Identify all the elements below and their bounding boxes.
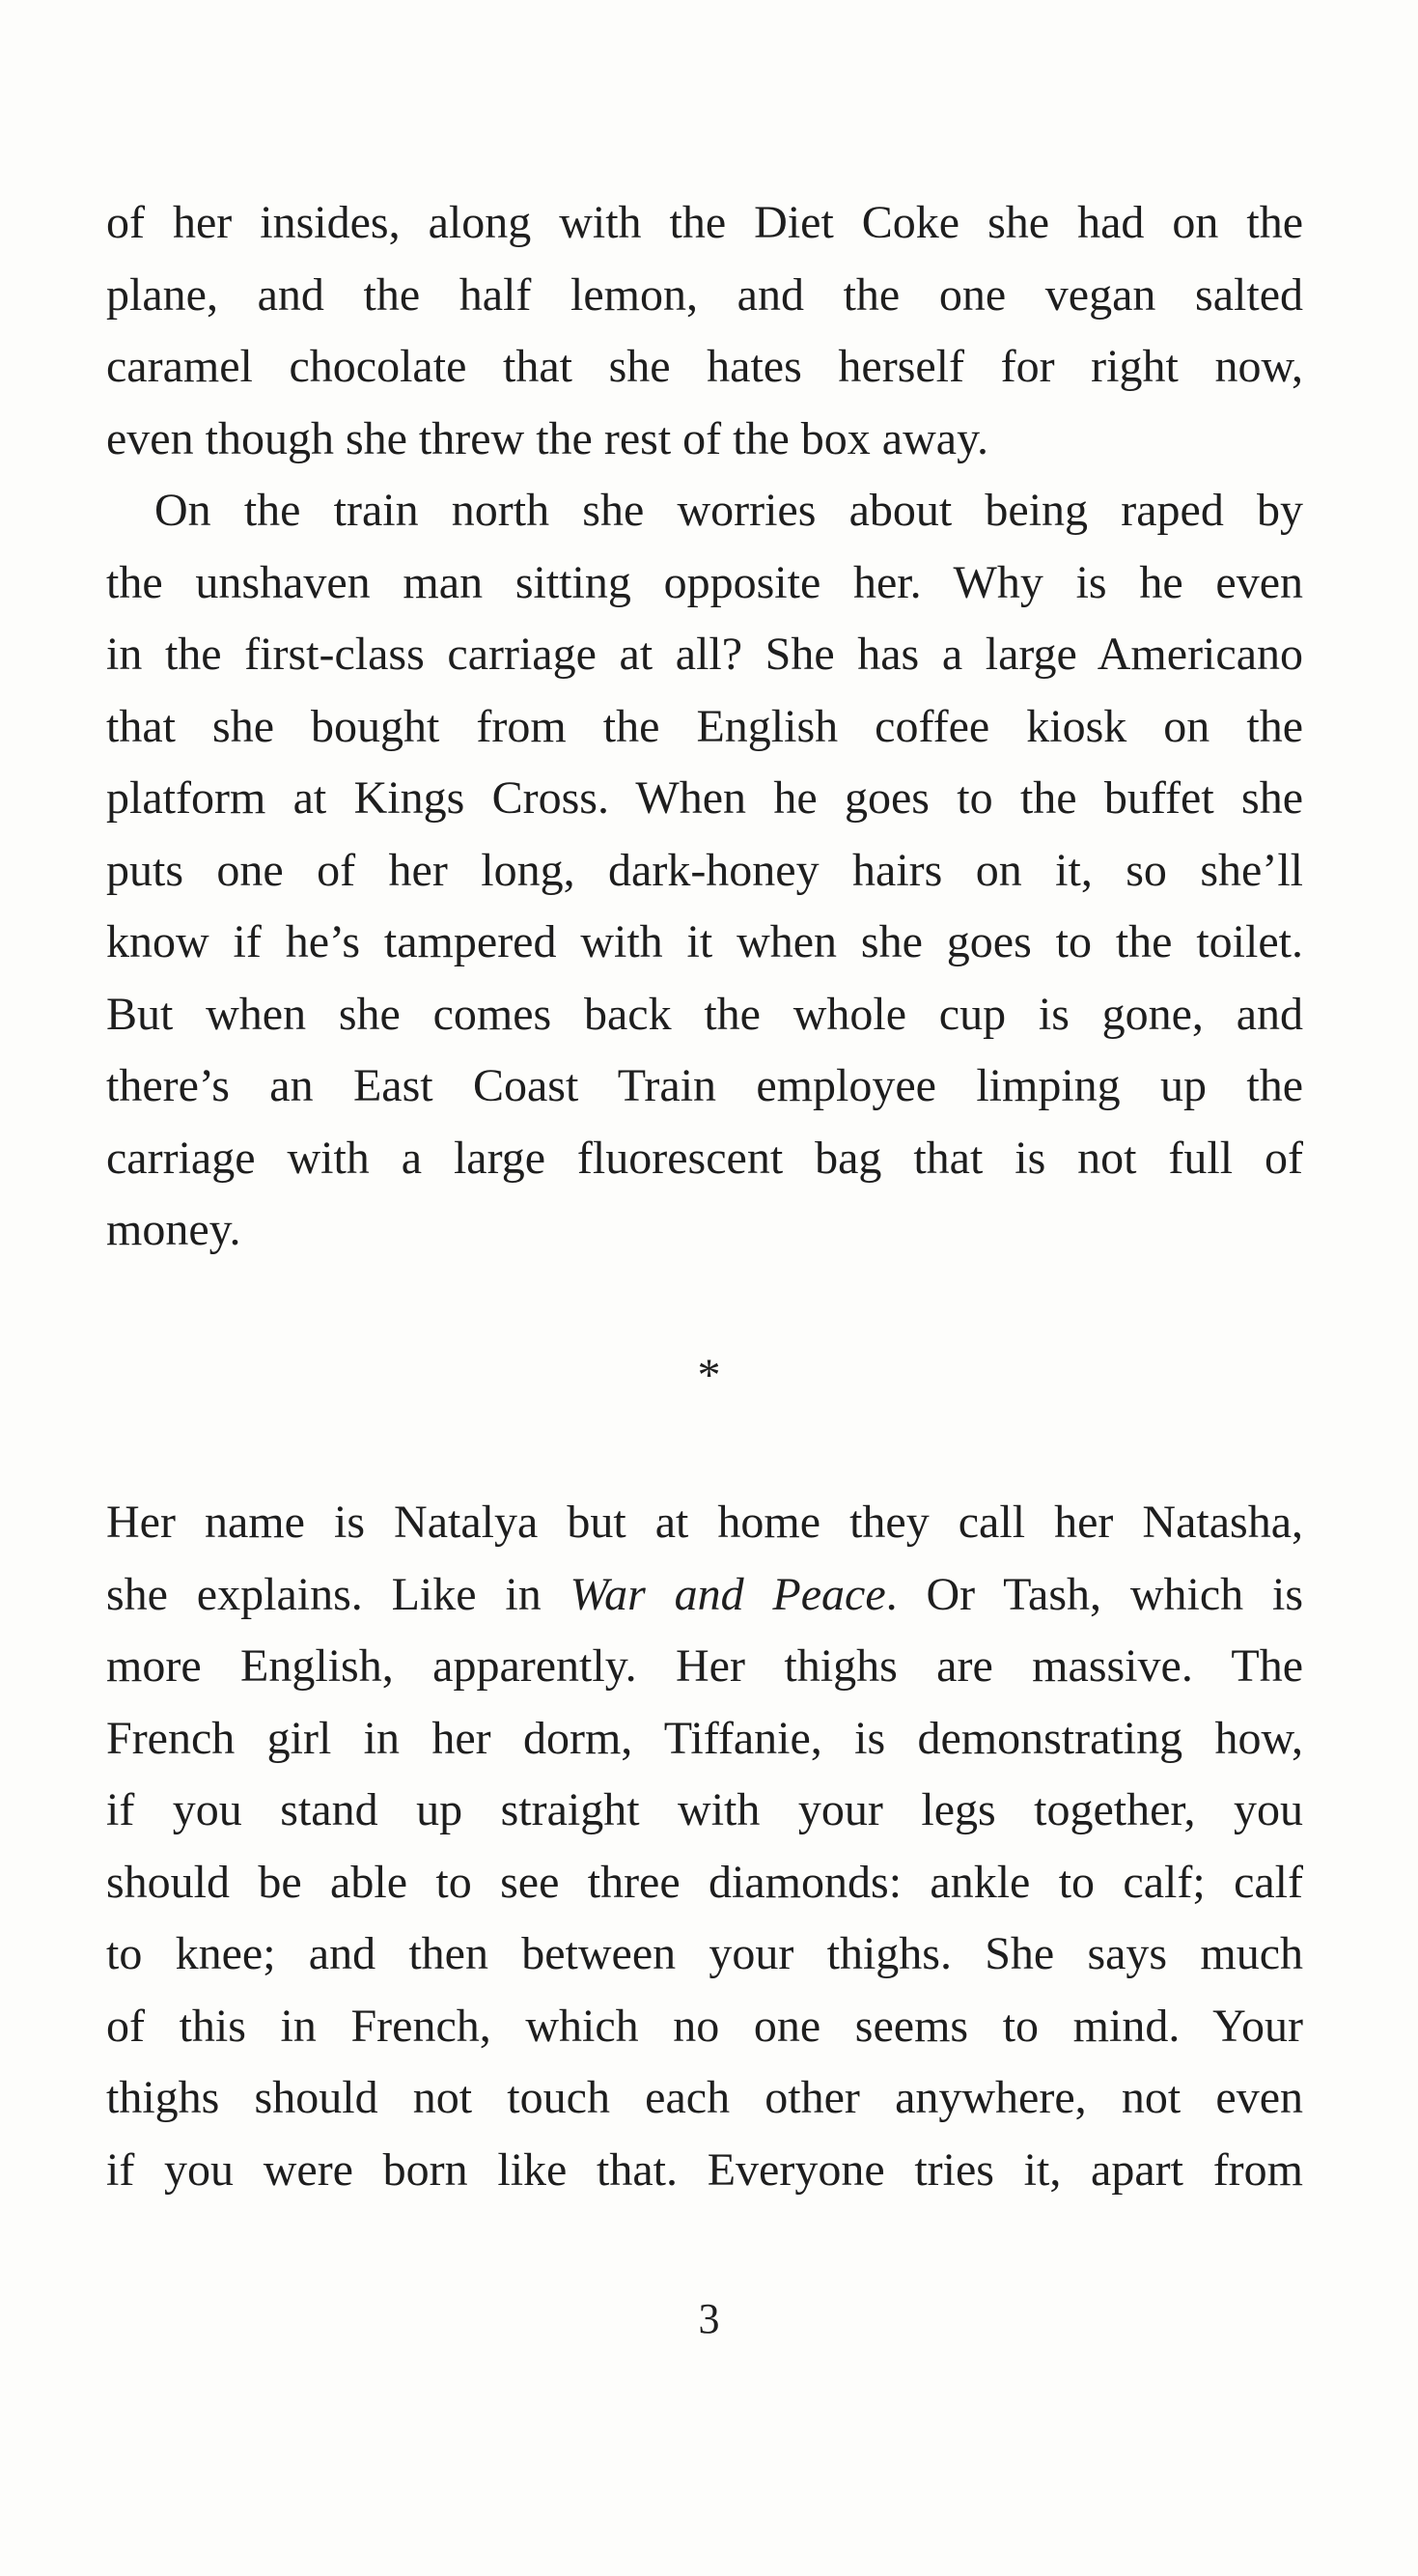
text-line: thighs should not touch each other anywhere, not even — [106, 2072, 1303, 2123]
text-line: plane, and the half lemon, and the one vegan salted — [106, 268, 1303, 321]
text-block-top — [106, 187, 1303, 1267]
text-line: of her insides, along with the Diet Coke she had on the — [106, 197, 1303, 248]
page-number: 3 — [698, 2295, 720, 2342]
text-line: Her name is Natalya but at home they call her Natasha, — [106, 1497, 1303, 1548]
text-line: more English, apparently. Her thighs are massive. The — [106, 1640, 1303, 1692]
text-line: On the train north she worries about being raped by — [154, 485, 1303, 536]
text-line: puts one of her long, dark-honey hairs on it, so she’ll — [106, 844, 1303, 896]
text-line: there’s an East Coast Train employee limping up the — [106, 1060, 1303, 1111]
text-line: if you stand up straight with your legs together, you — [106, 1784, 1303, 1835]
book-title-italic: War and Peace — [570, 1568, 886, 1620]
text-line-with-title — [106, 1559, 1303, 1632]
text-fragment: . Or Tash, which is — [885, 1568, 1304, 1620]
text-line: platform at Kings Cross. When he goes to the buffet she — [106, 772, 1303, 824]
text-line: know if he’s tampered with it when she goes to the toilet. — [106, 916, 1303, 967]
text-fragment: she explains. Like in — [106, 1568, 570, 1620]
text-line: that she bought from the English coffee kiosk on the — [106, 700, 1303, 752]
text-line: even though she threw the rest of the box away. — [106, 412, 988, 464]
text-line: the unshaven man sitting opposite her. Why is he even — [106, 556, 1303, 608]
text-line: should be able to see three diamonds: ankle to calf; calf — [106, 1856, 1303, 1908]
text-line: if you were born like that. Everyone tries it, apart from — [106, 2143, 1303, 2196]
text-line: in the first-class carriage at all? She has a large Americano — [106, 629, 1303, 680]
text-line: to knee; and then between your thighs. She says much — [106, 1928, 1303, 1979]
text-line: caramel chocolate that she hates herself for right now, — [106, 341, 1303, 392]
text-line: But when she comes back the whole cup is gone, and — [106, 988, 1303, 1040]
text-line: carriage with a large fluorescent bag that is not full of — [106, 1132, 1303, 1184]
text-block-bottom — [106, 1487, 1303, 2206]
section-separator: * — [697, 1350, 721, 1401]
text-line: French girl in her dorm, Tiffanie, is demonstrating how, — [106, 1712, 1303, 1764]
text-line: money. — [106, 1204, 241, 1255]
text-line: of this in French, which no one seems to mind. Your — [106, 2000, 1303, 2052]
